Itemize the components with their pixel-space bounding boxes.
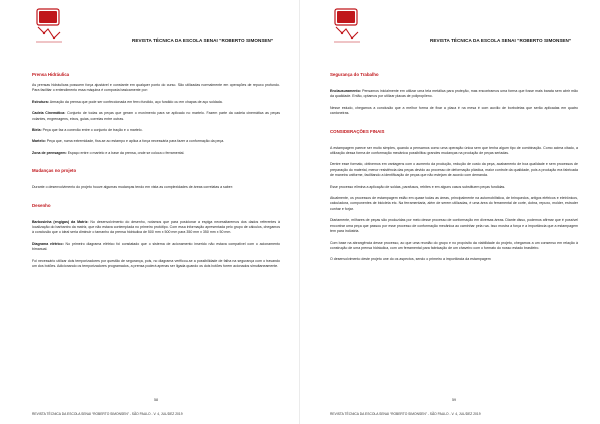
header-title: REVISTA TÉCNICA DA ESCOLA SENAI “ROBERTO SIMONSEN” — [430, 38, 572, 43]
paragraph: Biela: Peça que faz a conexão entre o conjunto de tração e o martelo. — [32, 128, 143, 133]
paragraph: O desenvolvimento deste projeto une do os aspectos, sendo o primeiro a importância da estampagem — [330, 257, 491, 262]
page-header — [32, 0, 280, 48]
page-footer — [330, 398, 578, 416]
header-title: REVISTA TÉCNICA DA ESCOLA SENAI “ROBERTO SIMONSEN” — [132, 38, 274, 43]
paragraph: Esse processo elimina a aplicação de soldas, parafusos, rebites e em alguns casos substituem peças fundidas. — [330, 184, 506, 189]
right-page-content — [330, 72, 578, 263]
paragraph: Nesse estudo, chegamos a conclusão que a melhor forma de fixar a placa é na mesa é com auxílio de borboletas que serão aplicadas em quatro cantoneiras. — [330, 105, 578, 116]
paragraph: As prensas hidráulicas possuem força ajustável e constante em qualquer ponto do curso. São utilizadas normalmente em operações de repuxo profundo. Para facilitar o entendimento essa máquina é composta basicamente por: — [32, 83, 280, 93]
paragraph: Martelo: Peça que, numa extremidade, fixa-se ao estampo e aplica a força necessária para fazer a conformação da peça. — [32, 139, 225, 144]
paragraph: Estrutura: Armação da prensa que pode ser confeccionada em ferro fundido, aço fundido ou em chapas de aço soldada. — [32, 99, 223, 104]
senai-logo-icon — [334, 8, 360, 44]
paragraph: Dentre esse formato, obtivemos em vantagens com o aumento da produção, redução de custo da peça, acabamento de boa qualidade e sem processos de preparação do material, menor resistência das peças devido ao processo de deformação plástica, maior controle da qualidade, pois a produção era fabricada de maneira uniforme, facilitando a identificação de peças que não estejam de acordo com demanda. — [330, 162, 578, 178]
paragraph: A estampagem parece ser muito simples, quando a pensamos como uma operação única sem que tenha algum tipo de combinação. Como acima citado, a utilização dessa forma de conformação mecânica possibilitou grandes mudanças na produção de peças seriadas. — [330, 145, 578, 156]
left-page-content — [32, 72, 280, 270]
paragraph: Durante o desenvolvimento do projeto houve algumas mudanças tendo em vista as complexidades de áreas correlatas a saber: — [32, 185, 233, 190]
paragraph: Diariamente, milhares de peças são produzidas por meio desse processo de conformação em diversas áreas. Diante disso, podemos afirmar que é possível encontrar uma peça que passou por esse processo de conformação mecânica ao caminhar pela rua. Isso mostra a força e a importância que a estampagem tem para indústria. — [330, 218, 578, 234]
paragraph: Enclausuramento: Pensamos inicialmente em utilizar uma tela metálica para proteção, mas encontramos uma forma que fosse mais barata sem abrir mão da qualidade. Então, optamos por utilizar placas de polipropileno. — [330, 89, 578, 99]
section-title: Mudanças no projeto — [32, 168, 77, 174]
section-title: Segurança do Trabalho — [330, 72, 379, 77]
paragraph: Foi necessário utilizar dois temporizadores por questão de segurança, pois, no diagrama verificou-se a possibilidade de falha na segurança com o travando um dos botões. Adicionando os temporizadores programados, a prensa poderá apenas ser ligada quando os dois botões forem acionados simultaneamente. — [32, 258, 280, 269]
page-header — [330, 0, 578, 48]
right-page — [300, 0, 600, 424]
footer-text: REVISTA TÉCNICA DA ESCOLA SENAI “ROBERTO SIMONSEN” - SÃO PAULO - V. 4, JUL/DEZ 2019 — [330, 412, 481, 416]
paragraph: Com base na abrangência desse processo, ao que uma reunião do grupo e no propósito da viabilidade do projeto, chegamos a um consenso em relação à construção de uma prensa hidráulica, com um ferramental para fabricação de um chaveiro com o formato do nosso estado brasileiro. — [330, 240, 578, 250]
paragraph: Zona de prensagem: Espaço entre o martelo e a base da prensa, onde se coloca o ferramental. — [32, 150, 185, 155]
paragraph: Atualmente, os processos de estampagem estão em quase todas as áreas, principalmente na automobilística, de brinquedos, artigos elétricos e eletrônicos, calculadora, componentes de bicicleta etc. Na ferramentaria, além de serem utilizadas, é uma área do ferramental de corte, dobra, repuxo, molder, estruder cunhar e forjar. — [330, 196, 578, 211]
page-number: 59 — [452, 398, 456, 402]
paragraph: Cadeia Cinemática: Conjunto de todas as peças que geram o movimento para se aplicado no martelo. Fazem parte da cadeia cinemática as peças volantes, engrenagens, eixos, guias, correias entre outras. — [32, 111, 280, 121]
footer-text: REVISTA TÉCNICA DA ESCOLA SENAI “ROBERTO SIMONSEN” - SÃO PAULO - V. 4, JUL/DEZ 2019 — [32, 412, 183, 416]
page-number: 58 — [154, 398, 158, 402]
page-footer — [32, 398, 280, 416]
section-title: Desenho — [32, 202, 51, 208]
paragraph: Diagrama elétrico: No primeiro diagrama elétrico foi constatado que o sistema de acionamento inserido não estava compatível com o acionamento bimanual. — [32, 241, 280, 252]
section-title: CONSIDERAÇÕES FINAIS — [330, 128, 385, 134]
paragraph: Barbosinha (engigas) da Matriz: No desenvolvimento do desenho, notamos que para posicionar a espiga necessitaremos dos dados referentes à localização do barbantro da matriz, que não estava contemplada no primeiro protótipo. Com essa informação apresentada pelo grupo de cálculos, chegamos à conclusão que o ideal seria diminuir o tamanho da prensa hidráulica de 500 mm x 500 mm para 350 mm x 350 mm x 50 mm. — [32, 219, 280, 235]
section-title: Prensa Hidráulica — [32, 72, 70, 77]
senai-logo-icon — [36, 8, 62, 44]
